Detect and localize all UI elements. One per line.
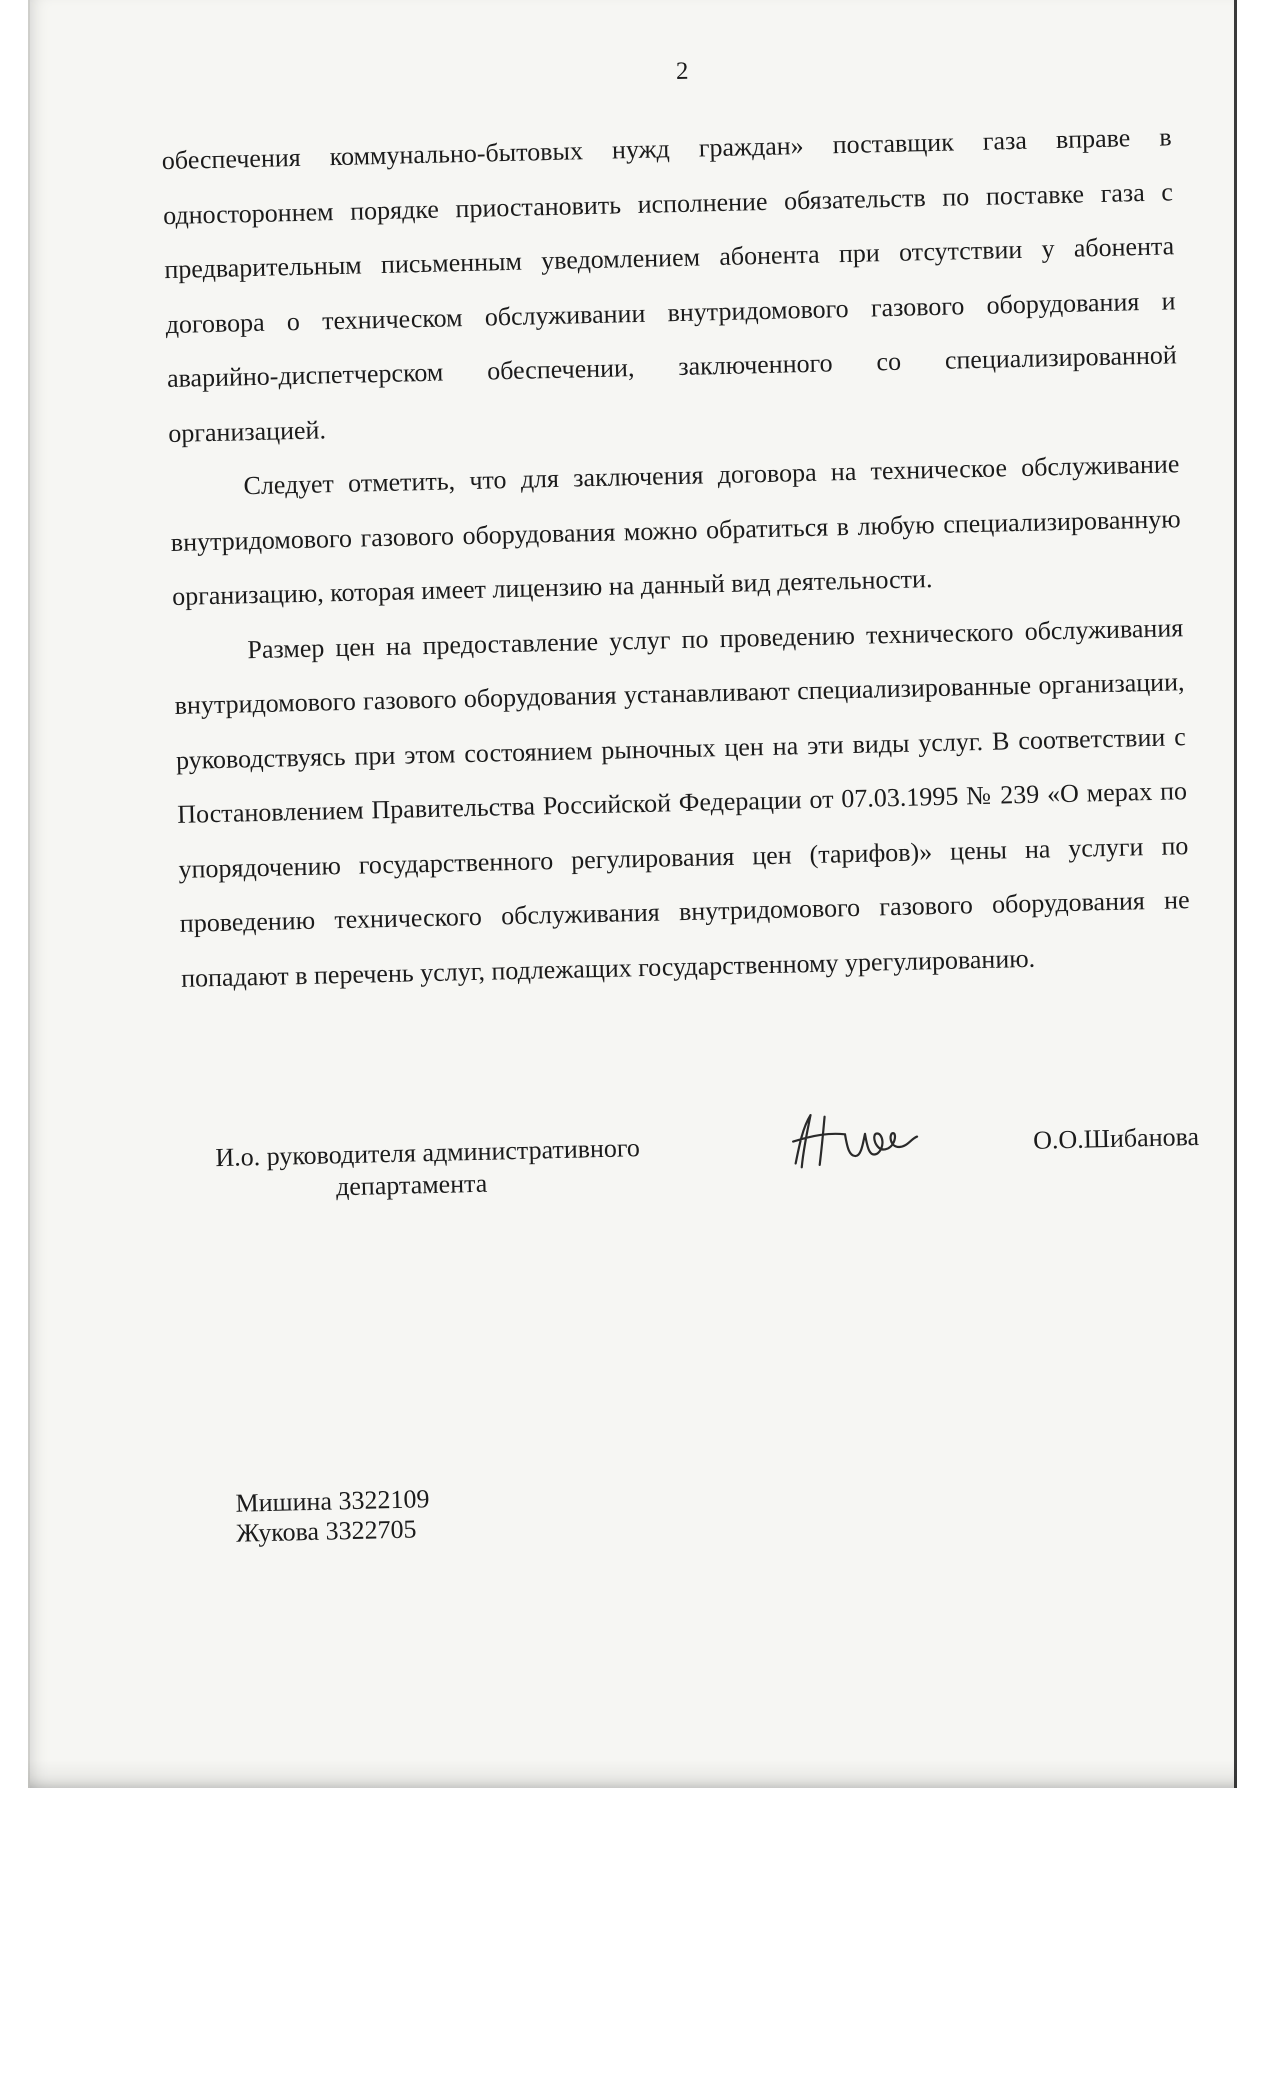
handwritten-signature [784, 1102, 926, 1175]
signatory-department: департамента [335, 1168, 488, 1202]
paragraph-pricing: Размер цен на предоставление услуг по проведению технического обслуживания внутридомового газового оборудования устанавливают специализированные организации, руководствуясь при этом состоянием рыночных цен на эти виды услуг. В соответствии с Постановлением Правительства Российской Федерации от 07.03.1995 № 239 «О мерах по упорядочению государственного регулирования цен (тарифов)» цены на услуги по проведению технического обслуживания внутридомового газового оборудования не попадают в перечень услуг, подлежащих государственному урегулированию. [174, 612, 1190, 993]
signatory-title: И.о. руководителя административного [215, 1133, 641, 1173]
page-number: 2 [675, 57, 689, 85]
letter-body [161, 110, 1191, 1006]
contact-line: Мишина 3322109 [235, 1484, 430, 1518]
paragraph-continuation: обеспечения коммунально-бытовых нужд граждан» поставщик газа вправе в одностороннем порядке приостановить исполнение обязательств по поставке газа с предварительным письменным уведомлением абонента при отсутствии у абонента договора о техническом обслуживании внутридомового газового оборудования и аварийно-диспетчерском обеспечении, заключенного со специализированной организацией. [161, 122, 1178, 448]
paragraph-service-contract: Следует отметить, что для заключения договора на техническое обслуживание внутридомового газового оборудования можно обратиться в любую специализированную организацию, которая имеет лицензию на данный вид деятельности. [170, 449, 1181, 611]
executor-contacts [235, 1484, 430, 1549]
contact-line: Жукова 3322705 [235, 1514, 417, 1548]
signature-block [215, 1120, 1207, 1223]
signatory-name: О.О.Шибанова [1032, 1121, 1200, 1155]
